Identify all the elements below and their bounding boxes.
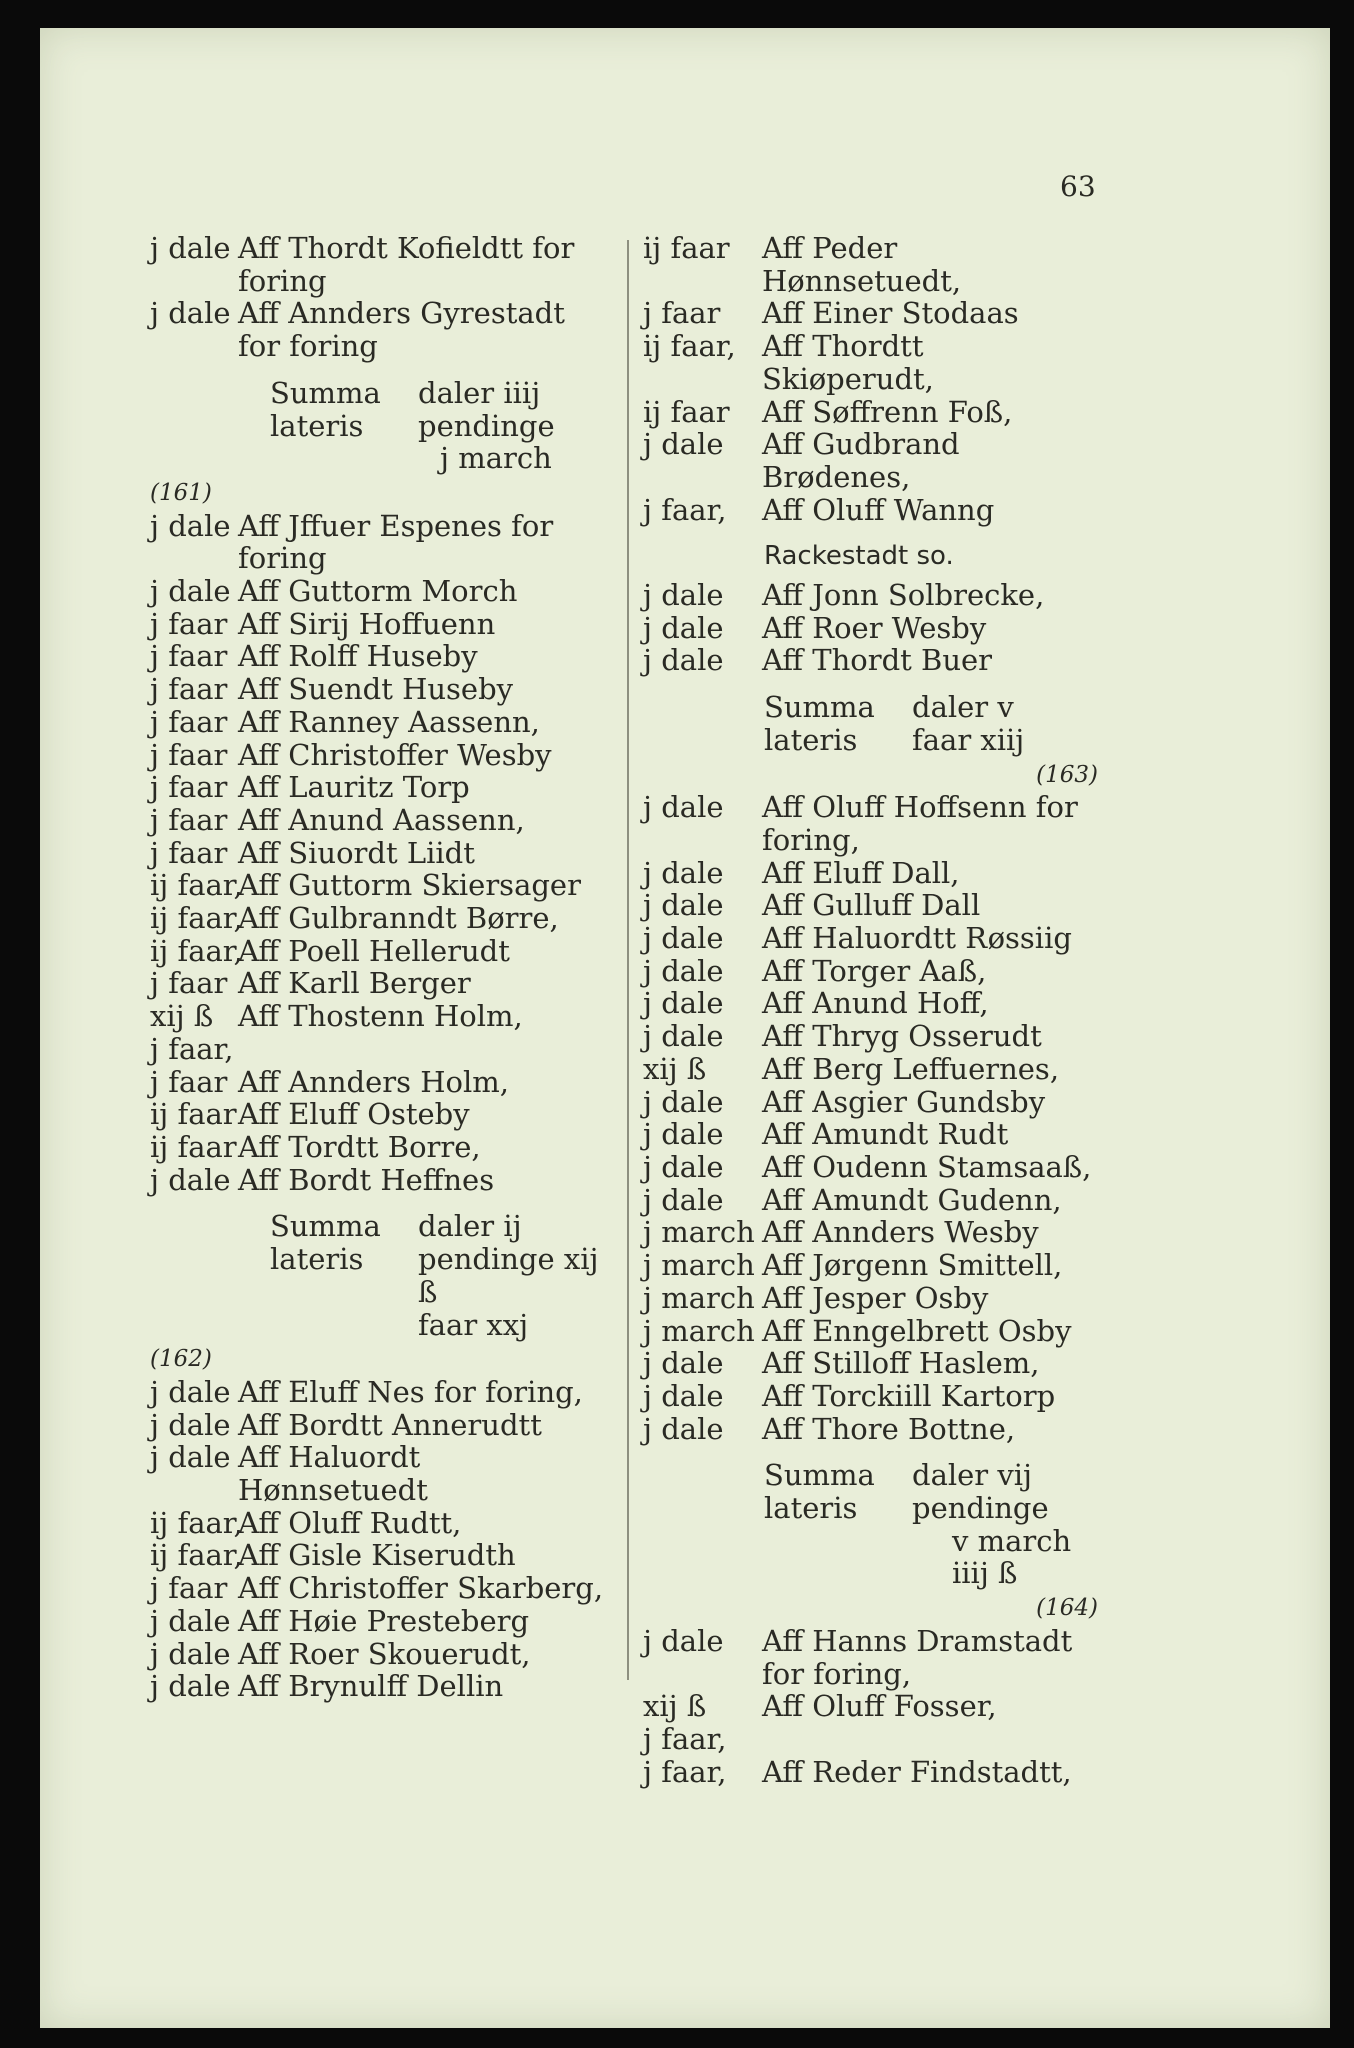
entry-row [643, 922, 1098, 955]
entry-row [643, 1756, 1098, 1789]
sum-label: Summa lateris [764, 1458, 875, 1526]
left-sum2 [150, 1210, 610, 1341]
entry-text: Aff Ranney Aassenn, [238, 704, 540, 739]
entry-row [150, 673, 610, 706]
entry-text: Aff Annders Holm, [238, 1064, 509, 1099]
entry-row [150, 1098, 610, 1131]
entry-text: Aff Gisle Kiserudth [238, 1538, 516, 1573]
sum-value-line: daler vij [912, 1458, 1033, 1493]
sum-value-line: daler v [912, 690, 1014, 725]
entry-row [150, 1066, 610, 1099]
entry-row [150, 1131, 610, 1164]
entry-row [150, 608, 610, 641]
entry-row [150, 297, 610, 362]
entry-text: Aff Jørgenn Smittell, [762, 1248, 1063, 1283]
entry-amount: j dale [150, 1636, 231, 1671]
entry-text: Aff Annders Gyrestadt for foring [238, 296, 565, 364]
entry-amount: j march [643, 1313, 755, 1348]
right-block1 [643, 232, 1098, 526]
sum-value-line: pendinge [912, 1491, 1049, 1526]
sum-value-line: daler iiij [418, 375, 541, 410]
entry-amount: j dale [150, 1407, 231, 1442]
entry-text: Aff Thordt Kofieldtt for foring [238, 231, 575, 298]
entry-amount: j faar [150, 737, 228, 772]
entry-amount: j dale [643, 1149, 724, 1184]
entry-amount: j dale [643, 1378, 724, 1413]
entry-amount: j faar [150, 639, 228, 674]
entry-row [150, 1572, 610, 1605]
entry-amount: j faar [150, 704, 228, 739]
entry-text: Aff Jesper Osby [762, 1280, 989, 1315]
entry-text: Aff Oluff Wanng [762, 492, 995, 527]
entry-text: Aff Høie Presteberg [238, 1603, 530, 1638]
entry-row [150, 640, 610, 673]
entry-amount: j faar [643, 296, 721, 331]
entry-text: Aff Guttorm Skiersager [238, 868, 581, 903]
entry-text: Aff Anund Aassenn, [238, 802, 525, 837]
entry-amount: ij faar [150, 1097, 237, 1132]
sum-label: Summa lateris [270, 1209, 381, 1277]
entry-text: Aff Berg Leffuernes, [762, 1051, 1060, 1086]
entry-text: Aff Søffrenn Foß, [762, 394, 1013, 429]
entry-text: Aff Asgier Gundsby [762, 1084, 1046, 1119]
entry-row [643, 1347, 1098, 1380]
entry-amount: j faar [150, 606, 228, 641]
entry-text: Aff Stilloff Haslem, [762, 1346, 1040, 1381]
entry-row [643, 1625, 1098, 1690]
sum-values [418, 1210, 610, 1341]
entry-row [150, 1409, 610, 1442]
entry-amount: ij faar, [150, 1505, 243, 1540]
entry-text: Aff Einer Stodaas [762, 296, 1019, 331]
entry-amount: j march [643, 1280, 755, 1315]
entry-text: Aff Haluordt Hønnsetuedt [238, 1440, 428, 1508]
entry-row [643, 955, 1098, 988]
left-column [150, 232, 610, 1703]
entry-text: Aff Siuordt Liidt [238, 835, 475, 870]
entry-amount: j dale [643, 1019, 724, 1054]
entry-text: Aff Rolff Huseby [238, 639, 478, 674]
entry-row [150, 575, 610, 608]
ref-161: (161) [150, 479, 212, 506]
entry-row [643, 987, 1098, 1020]
entry-row [643, 1413, 1098, 1446]
entry-text: Aff Thordtt Skiøperudt, [762, 329, 934, 396]
entry-amount: j dale [643, 790, 724, 825]
entry-amount: j dale [643, 1411, 724, 1446]
entry-row [643, 1020, 1098, 1053]
page-number: 63 [1060, 170, 1096, 203]
entry-row [643, 428, 1098, 493]
sum-value-line: daler ij [418, 1209, 522, 1244]
entry-row [643, 579, 1098, 612]
entry-amount: j faar [150, 802, 228, 837]
entry-text: Aff Amundt Rudt [762, 1117, 1009, 1152]
entry-row [150, 935, 610, 968]
entry-text: Aff Christoffer Skarberg, [238, 1571, 604, 1606]
entry-text: Aff Thryg Osserudt [762, 1019, 1042, 1054]
entry-row [643, 791, 1098, 856]
entry-amount: j faar, [643, 492, 727, 527]
entry-row [150, 1000, 610, 1033]
entry-row [643, 1053, 1098, 1086]
entry-amount: ij faar, [150, 901, 243, 936]
entry-text: Aff Christoffer Wesby [238, 737, 552, 772]
entry-row [643, 1086, 1098, 1119]
entry-text: Aff Annders Wesby [762, 1215, 1039, 1250]
entry-row [643, 1249, 1098, 1282]
entry-row [643, 644, 1098, 677]
entry-amount: j dale [643, 1117, 724, 1152]
entry-text: Aff Sirij Hoffuenn [238, 606, 496, 641]
sum-value-line: pendinge [418, 408, 555, 443]
sum-values [912, 691, 1098, 756]
sum-value-line: v march iiij ß [952, 1523, 1072, 1591]
entry-text: Aff Karll Berger [238, 966, 471, 1001]
entry-row [643, 232, 1098, 297]
entry-amount: xij ß [150, 999, 214, 1034]
entry-amount: j dale [643, 855, 724, 890]
entry-text: Aff Torger Aaß, [762, 953, 987, 988]
sum-values [418, 377, 610, 475]
entry-amount: j faar [150, 770, 228, 805]
entry-amount: j march [643, 1248, 755, 1283]
entry-text: Aff Roer Wesby [762, 610, 987, 645]
entry-text: Aff Hanns Dramstadt for foring, [762, 1623, 1073, 1691]
entry-text: Aff Reder Findstadtt, [762, 1754, 1072, 1789]
entry-text: Aff Oluff Fosser, [762, 1689, 997, 1724]
entry-row [150, 1507, 610, 1540]
ref-162: (162) [150, 1346, 212, 1373]
entry-amount: j dale [643, 427, 724, 462]
sum-values [912, 1459, 1098, 1590]
entry-text: Aff Lauritz Torp [238, 770, 470, 805]
entry-row [150, 706, 610, 739]
entry-row [643, 494, 1098, 527]
entry-row [150, 771, 610, 804]
entry-text: Aff Eluff Dall, [762, 855, 960, 890]
entry-amount: ij faar, [150, 933, 243, 968]
entry-row [150, 837, 610, 870]
entry-amount: j dale [643, 578, 724, 613]
entry-row [643, 1380, 1098, 1413]
entry-text: Aff Guttorm Morch [238, 574, 518, 609]
entry-row [150, 902, 610, 935]
entry-text: Aff Thore Bottne, [762, 1411, 1016, 1446]
entry-amount: ij faar, [643, 329, 736, 364]
entry-amount: j dale [643, 1084, 724, 1119]
entry-row [150, 1376, 610, 1409]
ref-164: (164) [1036, 1595, 1098, 1622]
entry-text: Aff Gudbrand Brødenes, [762, 427, 960, 494]
entry-row [643, 1723, 1098, 1756]
entry-row [150, 967, 610, 1000]
entry-text: Aff Gulbranndt Børre, [238, 901, 559, 936]
entry-text: Aff Roer Skouerudt, [238, 1636, 531, 1671]
entry-row [150, 1670, 610, 1703]
column-divider [627, 240, 629, 1680]
entry-text: Aff Gulluff Dall [762, 888, 981, 923]
entry-amount: j dale [643, 888, 724, 923]
entry-amount: j dale [643, 610, 724, 645]
left-sum1 [150, 377, 610, 475]
entry-amount: j dale [150, 574, 231, 609]
entry-amount: j march [643, 1215, 755, 1250]
entry-text: Aff Thordt Buer [762, 643, 993, 678]
entry-amount: ij faar [643, 394, 730, 429]
right-column [643, 232, 1098, 1788]
entry-row [150, 739, 610, 772]
entry-row [150, 1164, 610, 1197]
entry-text: Aff Oudenn Stamsaaß, [762, 1149, 1092, 1184]
entry-row [150, 1539, 610, 1572]
entry-text: Aff Oluff Hoffsenn for foring, [762, 790, 1078, 857]
left-block1 [150, 232, 610, 363]
entry-amount: j dale [150, 231, 231, 265]
entry-text: Aff Torckiill Kartorp [762, 1378, 1056, 1413]
right-block2 [643, 579, 1098, 677]
right-block4 [643, 1625, 1098, 1789]
entry-text: Aff Eluff Osteby [238, 1097, 470, 1132]
entry-row [150, 232, 610, 297]
entry-row [643, 1282, 1098, 1315]
right-sum2 [643, 1459, 1098, 1590]
entry-amount: j dale [150, 1603, 231, 1638]
entry-row [643, 857, 1098, 890]
left-block2 [150, 510, 610, 1197]
entry-amount: j dale [643, 643, 724, 678]
right-sum1 [643, 691, 1098, 756]
entry-amount: xij ß [643, 1689, 707, 1724]
entry-row [150, 804, 610, 837]
sum-label: Summa lateris [270, 375, 381, 443]
entry-row [150, 1605, 610, 1638]
entry-amount: j dale [643, 921, 724, 956]
entry-row [643, 1184, 1098, 1217]
parish-heading: Rackestadt so. [764, 541, 954, 572]
right-block3 [643, 791, 1098, 1445]
entry-amount: j dale [150, 1374, 231, 1409]
entry-amount: j faar [150, 1571, 228, 1606]
entry-amount: j dale [150, 1669, 231, 1704]
entry-row [643, 1690, 1098, 1723]
entry-amount: j faar, [643, 1754, 727, 1789]
entry-text: Aff Tordtt Borre, [238, 1129, 481, 1164]
entry-amount: ij faar [150, 1129, 237, 1164]
entry-text: Aff Jonn Solbrecke, [762, 578, 1045, 613]
entry-row [150, 1033, 610, 1066]
ref-163: (163) [1036, 761, 1098, 788]
entry-text: Aff Poell Hellerudt [238, 933, 510, 968]
sum-value-line: pendinge xij ß [418, 1242, 599, 1309]
entry-row [643, 889, 1098, 922]
entry-row [150, 1638, 610, 1671]
entry-amount: j faar [150, 1064, 228, 1099]
entry-amount: j dale [643, 1346, 724, 1381]
entry-amount: j faar, [150, 1031, 234, 1066]
entry-amount: j faar [150, 966, 228, 1001]
entry-row [150, 510, 610, 575]
entry-text: Aff Brynulff Dellin [238, 1669, 504, 1704]
entry-amount: j dale [150, 296, 231, 331]
entry-amount: j dale [643, 1182, 724, 1217]
entry-amount: j dale [643, 986, 724, 1021]
entry-text: Aff Bordt Heffnes [238, 1162, 495, 1197]
entry-text: Aff Eluff Nes for foring, [238, 1374, 583, 1409]
entry-text: Aff Suendt Huseby [238, 672, 514, 707]
sum-value-line: j march [440, 441, 552, 476]
entry-amount: j faar [150, 835, 228, 870]
entry-text: Aff Bordtt Annerudtt [238, 1407, 542, 1442]
sum-value-line: faar xxj [418, 1307, 529, 1342]
entry-row [643, 1216, 1098, 1249]
entry-amount: j dale [150, 1162, 231, 1197]
entry-row [643, 297, 1098, 330]
entry-text: Aff Jffuer Espenes for foring [238, 508, 554, 576]
entry-text: Aff Thostenn Holm, [238, 999, 523, 1034]
sum-label: Summa lateris [764, 690, 875, 757]
entry-row [150, 869, 610, 902]
entry-amount: j dale [643, 1623, 724, 1658]
entry-text: Aff Enngelbrett Osby [762, 1313, 1072, 1348]
entry-amount: ij faar, [150, 868, 243, 903]
entry-amount: j dale [150, 1440, 231, 1475]
entry-text: Aff Peder Hønnsetuedt, [762, 231, 962, 298]
entry-text: Aff Amundt Gudenn, [762, 1182, 1062, 1217]
entry-amount: ij faar, [150, 1538, 243, 1573]
sum-value-line: faar xiij [912, 722, 1025, 757]
entry-row [150, 1441, 610, 1506]
left-block3 [150, 1376, 610, 1703]
entry-row [643, 396, 1098, 429]
entry-amount: j faar, [643, 1721, 727, 1756]
entry-amount: xij ß [643, 1051, 707, 1086]
entry-amount: j dale [643, 953, 724, 988]
entry-text: Aff Anund Hoff, [762, 986, 989, 1021]
entry-row [643, 1315, 1098, 1348]
entry-amount: ij faar [643, 231, 730, 265]
entry-text: Aff Haluordtt Røssiig [762, 921, 1072, 956]
entry-row [643, 612, 1098, 645]
entry-amount: j dale [150, 508, 231, 543]
entry-row [643, 1118, 1098, 1151]
entry-row [643, 1151, 1098, 1184]
entry-row [643, 330, 1098, 395]
entry-amount: j faar [150, 672, 228, 707]
entry-text: Aff Oluff Rudtt, [238, 1505, 462, 1540]
